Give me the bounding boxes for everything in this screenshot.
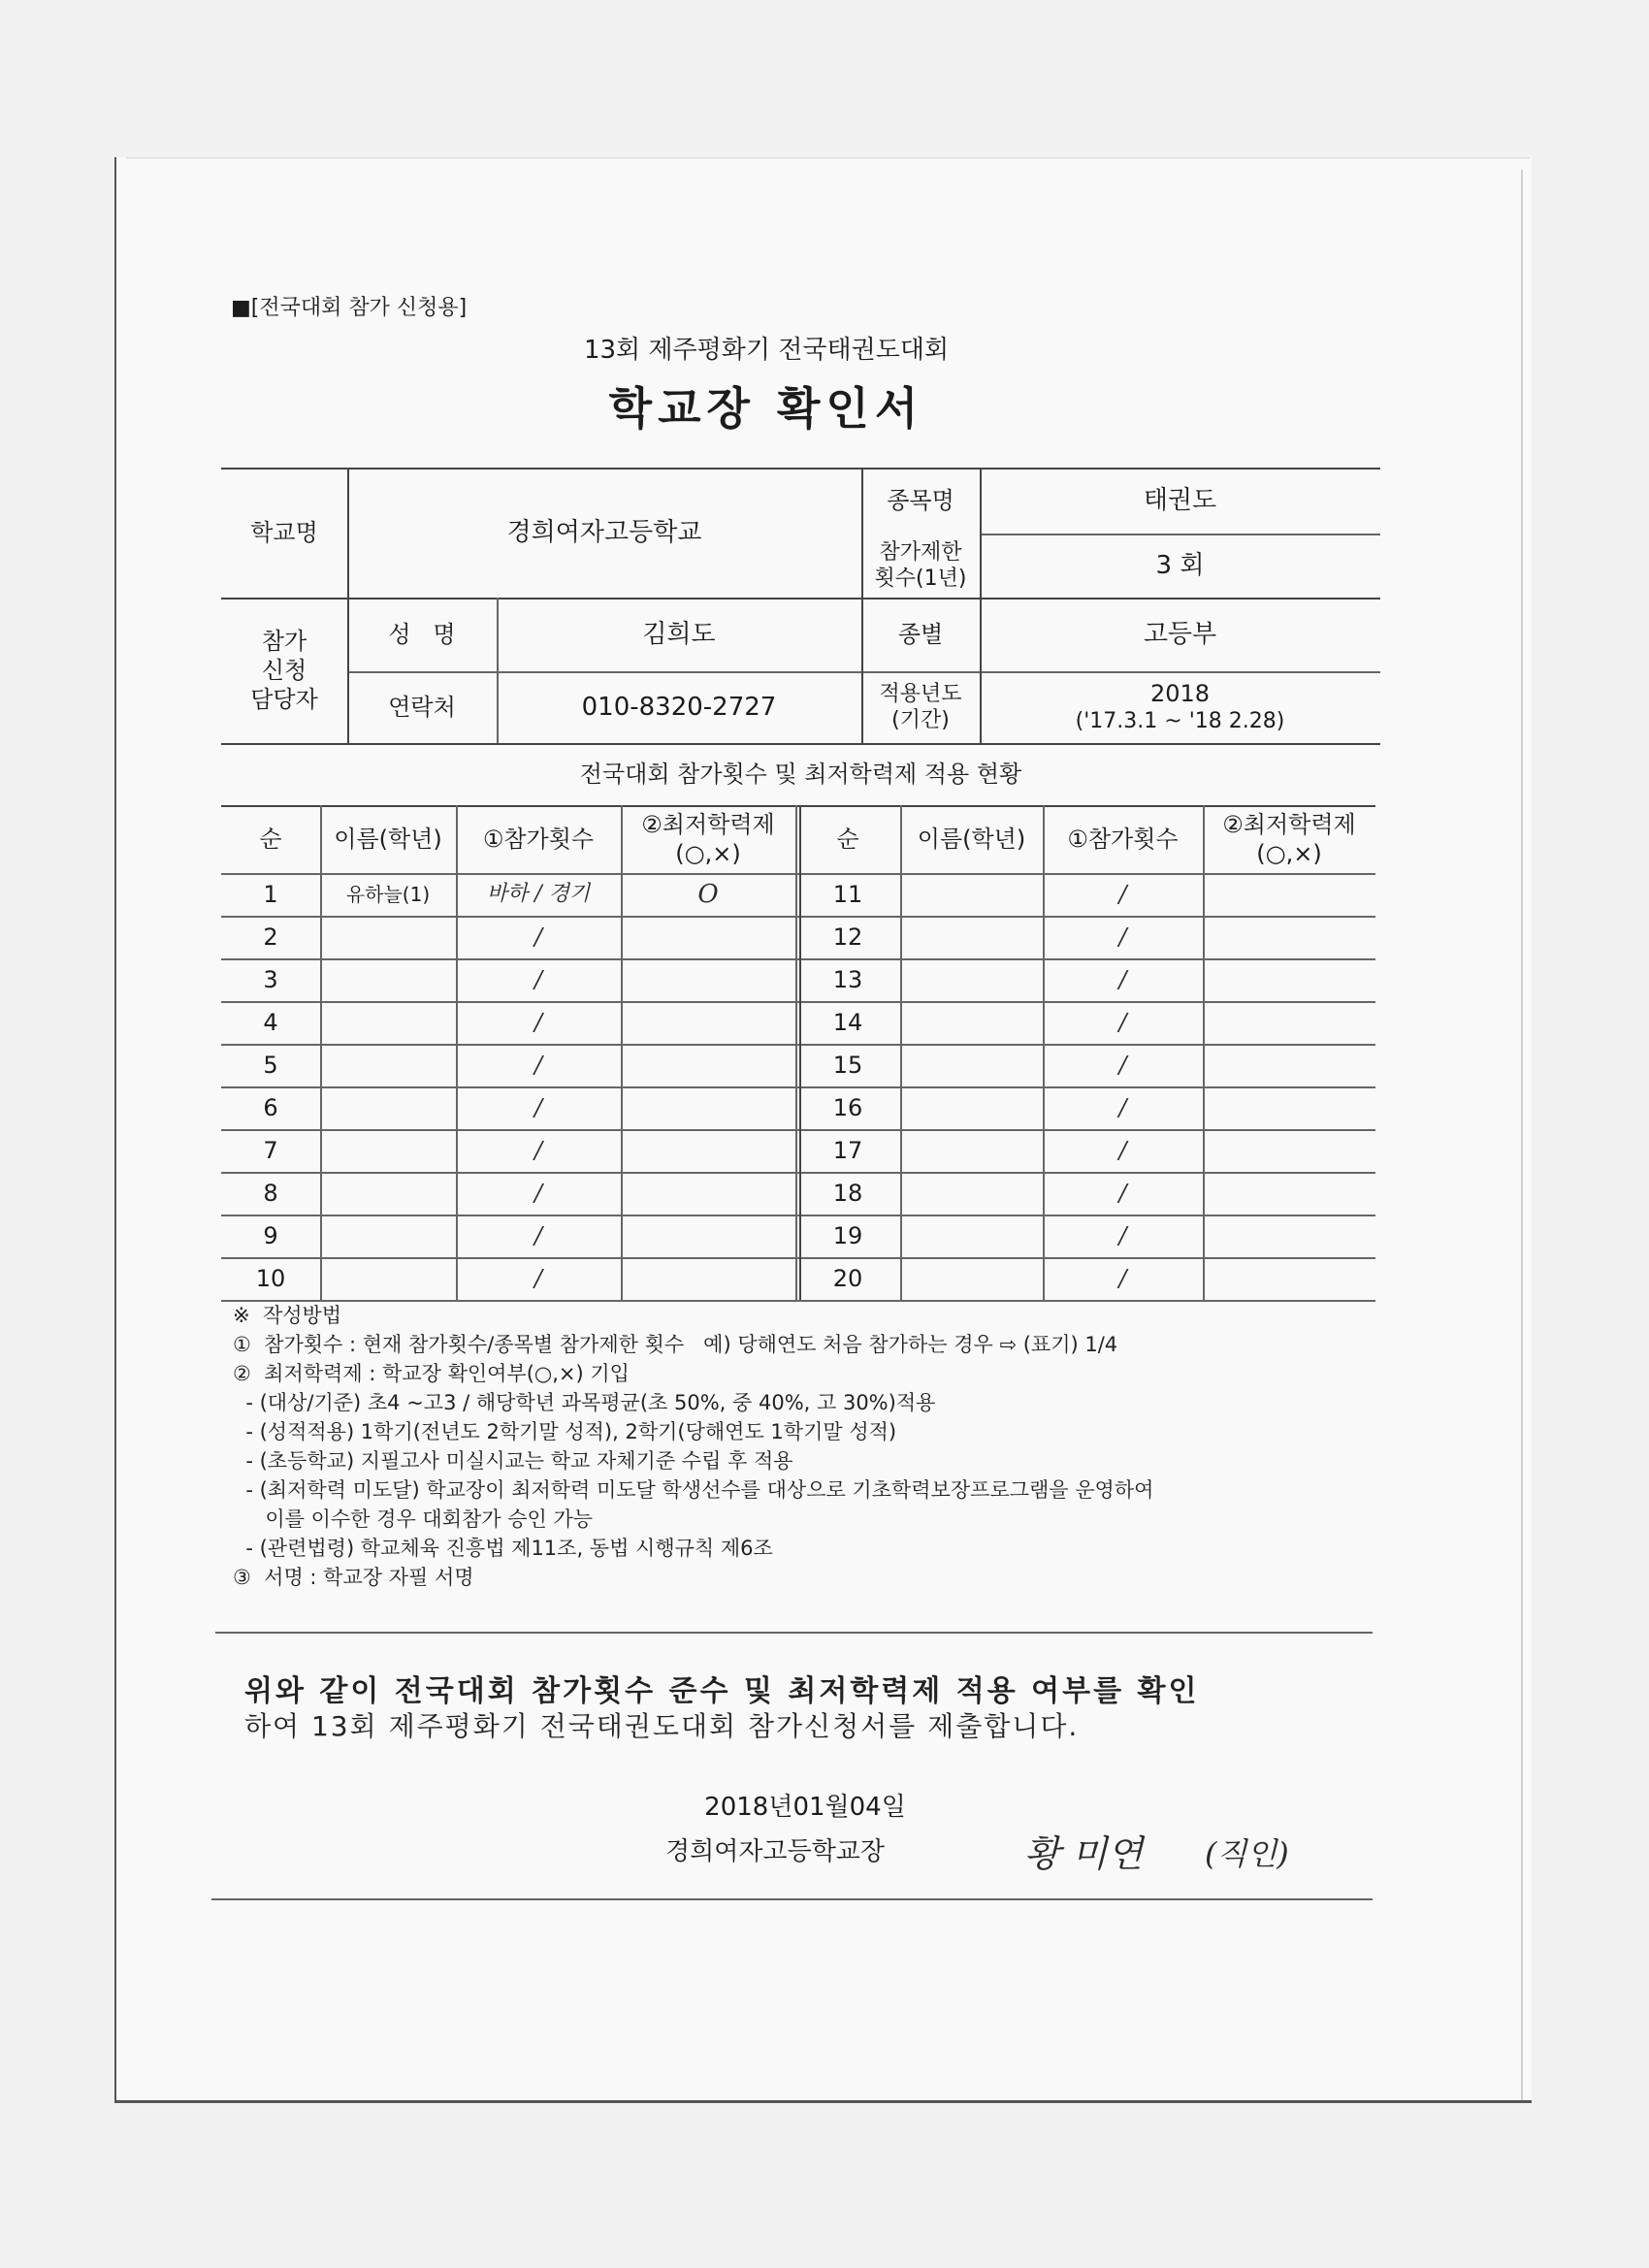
header-academic-line: (○,×) xyxy=(1256,840,1322,867)
row-seq: 3 xyxy=(263,966,278,993)
confirm-line-1: 위와 같이 전국대회 참가횟수 준수 및 최저학력제 적용 여부를 확인 xyxy=(244,1674,1200,1708)
row-name xyxy=(320,1001,456,1044)
row-academic xyxy=(1203,958,1375,1001)
header-academic-line: (○,×) xyxy=(675,840,741,867)
row-name xyxy=(900,873,1043,916)
table-rule xyxy=(221,1300,1375,1302)
row-academic: O xyxy=(697,879,719,909)
applicant-label xyxy=(221,598,347,743)
row-count: / xyxy=(534,1222,543,1249)
row-academic xyxy=(1203,1086,1375,1129)
row-academic xyxy=(1203,1044,1375,1086)
header-academic-line: ②최저학력제 xyxy=(641,811,775,838)
row-count: / xyxy=(1118,1137,1127,1164)
applicant-label-line: 참가 xyxy=(261,628,307,655)
row-seq: 18 xyxy=(832,1180,863,1207)
header-academic-right xyxy=(1203,805,1375,873)
row-count: / xyxy=(534,923,543,951)
row-seq: 17 xyxy=(832,1137,863,1164)
row-academic xyxy=(621,1001,795,1044)
row-count: / xyxy=(534,1265,543,1292)
row-seq: 20 xyxy=(832,1265,863,1292)
row-count: / xyxy=(534,1094,543,1121)
header-academic-line: ②최저학력제 xyxy=(1222,811,1356,838)
year-label-line: 적용년도 xyxy=(879,681,962,706)
row-name xyxy=(900,958,1043,1001)
row-seq: 8 xyxy=(263,1180,278,1207)
contact-value: 010-8320-2727 xyxy=(581,692,777,722)
year-value-text: 2018 xyxy=(1149,680,1211,708)
year-label xyxy=(861,671,980,743)
school-label: 학교명 xyxy=(250,519,318,546)
row-name xyxy=(320,916,456,958)
row-name xyxy=(320,1086,456,1129)
row-academic xyxy=(1203,916,1375,958)
confirm-line-2: 하여 13회 제주평화기 전국태권도대회 참가신청서를 제출합니다. xyxy=(244,1710,1080,1742)
row-seq: 9 xyxy=(263,1222,278,1249)
row-seq: 2 xyxy=(263,923,278,951)
header-name-right: 이름(학년) xyxy=(917,826,1026,853)
row-count: / xyxy=(534,1137,543,1164)
row-academic xyxy=(1203,1257,1375,1300)
name-value: 김희도 xyxy=(642,619,716,649)
limit-value: 3 회 xyxy=(1155,550,1205,580)
note-line: - (초등학교) 지필고사 미실시교는 학교 자체기준 수립 후 적용 xyxy=(233,1449,793,1473)
row-count: / xyxy=(1118,1009,1127,1036)
row-count: / xyxy=(534,966,543,993)
note-line: - (성적적용) 1학기(전년도 2학기말 성적), 2학기(당해연도 1학기말 성적) xyxy=(233,1420,897,1443)
sheet-edge xyxy=(1521,170,1523,2100)
event-value: 태권도 xyxy=(1143,485,1217,515)
row-count: 바하 / 경기 xyxy=(486,882,591,907)
row-seq: 12 xyxy=(832,923,863,951)
row-count: / xyxy=(534,1052,543,1079)
row-seq: 15 xyxy=(832,1052,863,1079)
year-value xyxy=(980,671,1380,743)
row-seq: 13 xyxy=(832,966,863,993)
row-count: / xyxy=(1118,1222,1127,1249)
row-name xyxy=(900,1129,1043,1172)
row-count: / xyxy=(1118,966,1127,993)
applicant-label-line: 담당자 xyxy=(250,686,318,713)
note-line: ※ 작성방법 xyxy=(233,1304,342,1327)
header-academic-left xyxy=(621,805,795,873)
year-label-line: (기간) xyxy=(891,708,950,732)
row-count: / xyxy=(534,1180,543,1207)
limit-label-line: 횟수(1년) xyxy=(874,567,967,591)
rule xyxy=(215,1632,1373,1634)
row-count: / xyxy=(1118,1094,1127,1121)
row-academic xyxy=(1203,873,1375,916)
note-line: - (최저학력 미도달) 학교장이 최저학력 미도달 학생선수를 대상으로 기초학력보장프로그램을 운영하여 xyxy=(233,1478,1154,1502)
row-seq: 4 xyxy=(263,1009,278,1036)
header-name-left: 이름(학년) xyxy=(334,826,442,853)
principal-stamp: (직인) xyxy=(1205,1835,1289,1872)
note-line: - (대상/기준) 초4 ~고3 / 해당학년 과목평균(초 50%, 중 40%, 고 30%)적용 xyxy=(233,1391,936,1414)
row-academic xyxy=(1203,1172,1375,1215)
row-academic xyxy=(1203,1215,1375,1257)
row-academic xyxy=(621,916,795,958)
row-count: / xyxy=(1118,1052,1127,1079)
header-seq-left: 순 xyxy=(259,826,282,853)
school-name: 경희여자고등학교 xyxy=(506,517,702,547)
row-academic xyxy=(621,958,795,1001)
note-line: ② 최저학력제 : 학교장 확인여부(○,×) 기입 xyxy=(233,1362,630,1385)
row-seq: 19 xyxy=(832,1222,863,1249)
row-seq: 10 xyxy=(255,1265,286,1292)
section-title: 전국대회 참가횟수 및 최저학력제 적용 현황 xyxy=(579,761,1022,788)
row-count: / xyxy=(534,1009,543,1036)
row-name xyxy=(320,1129,456,1172)
row-academic xyxy=(621,1044,795,1086)
row-count: / xyxy=(1118,1180,1127,1207)
note-line: 이를 이수한 경우 대회참가 승인 가능 xyxy=(233,1507,594,1531)
row-seq: 7 xyxy=(263,1137,278,1164)
row-name xyxy=(320,958,456,1001)
division-label: 종별 xyxy=(897,621,944,648)
row-count: / xyxy=(1118,1265,1127,1292)
row-seq: 11 xyxy=(832,881,863,908)
row-count: / xyxy=(1118,923,1127,951)
row-academic xyxy=(1203,1001,1375,1044)
row-seq: 16 xyxy=(832,1094,863,1121)
row-name xyxy=(900,1044,1043,1086)
note-line: ③ 서명 : 학교장 자필 서명 xyxy=(233,1566,474,1589)
form-title: 학교장 확인서 xyxy=(608,382,924,435)
row-name xyxy=(900,1001,1043,1044)
limit-label-line: 참가제한 xyxy=(879,539,962,565)
row-count: / xyxy=(1118,881,1127,908)
row-name xyxy=(320,1215,456,1257)
row-name: 유하늘(1) xyxy=(345,882,431,906)
row-seq: 1 xyxy=(263,881,278,908)
form-tag: ■[전국대회 참가 신청용] xyxy=(231,296,468,320)
row-seq: 5 xyxy=(263,1052,278,1079)
form-subtitle: 13회 제주평화기 전국태권도대회 xyxy=(583,336,950,365)
row-name xyxy=(900,916,1043,958)
signer-name: 경희여자고등학교장 xyxy=(665,1837,886,1866)
limit-label xyxy=(861,534,980,598)
name-label: 성 명 xyxy=(388,621,456,648)
row-academic xyxy=(621,1257,795,1300)
event-label: 종목명 xyxy=(887,487,954,514)
period-value-text: ('17.3.1 ~ '18 2.28) xyxy=(1075,709,1285,734)
applicant-label-line: 신청 xyxy=(261,657,307,684)
row-academic xyxy=(1203,1129,1375,1172)
row-academic xyxy=(621,1129,795,1172)
sheet-edge xyxy=(126,157,1530,159)
division-value: 고등부 xyxy=(1143,619,1217,649)
row-name xyxy=(900,1086,1043,1129)
row-name xyxy=(900,1172,1043,1215)
row-name xyxy=(900,1257,1043,1300)
row-seq: 14 xyxy=(832,1009,863,1036)
rule xyxy=(211,1898,1373,1900)
row-seq: 6 xyxy=(263,1094,278,1121)
note-line: ① 참가횟수 : 현재 참가횟수/종목별 참가제한 횟수 예) 당해연도 처음 참가하는 경우 ⇨ (표기) 1/4 xyxy=(233,1333,1118,1356)
note-line: - (관련법령) 학교체육 진흥법 제11조, 동법 시행규칙 제6조 xyxy=(233,1537,773,1560)
row-academic xyxy=(621,1172,795,1215)
principal-signature: 황 미연 xyxy=(1024,1832,1144,1875)
header-count-left: ①참가횟수 xyxy=(482,826,595,853)
header-seq-right: 순 xyxy=(836,826,859,853)
row-name xyxy=(320,1172,456,1215)
issue-date: 2018년01월04일 xyxy=(704,1793,906,1822)
row-academic xyxy=(621,1086,795,1129)
row-name xyxy=(320,1044,456,1086)
row-academic xyxy=(621,1215,795,1257)
row-name xyxy=(900,1215,1043,1257)
row-name xyxy=(320,1257,456,1300)
header-count-right: ①참가횟수 xyxy=(1067,826,1179,853)
contact-label: 연락처 xyxy=(388,694,456,721)
